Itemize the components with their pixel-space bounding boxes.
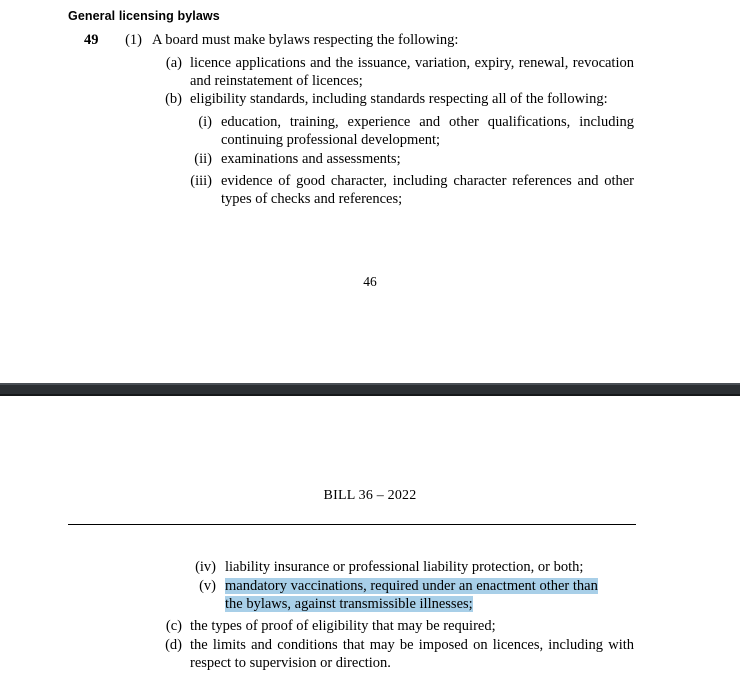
sub-list-item-highlighted (225, 578, 636, 613)
subsection-text: A board must make bylaws respecting the following: (152, 32, 459, 48)
list-item: licence applications and the issuance, variation, expiry, renewal, revocation and reinstatement of licences; (190, 55, 634, 89)
sub-list-item-marker: (v) (199, 578, 216, 594)
list-item-marker: (a) (165, 55, 182, 71)
list-item-marker: (d) (165, 637, 182, 653)
sub-list-item: examinations and assessments; (221, 151, 401, 167)
sub-list-item: evidence of good character, including character references and other types of checks and references; (221, 173, 634, 207)
page-separator-highlight (0, 383, 740, 385)
page-number: 46 (363, 274, 377, 289)
sub-list-item-marker: (iv) (195, 559, 216, 575)
list-item-marker: (c) (165, 618, 182, 634)
document-page-47 (0, 396, 740, 679)
page-title: General licensing bylaws (68, 9, 220, 23)
section-number: 49 (84, 32, 99, 48)
sub-list-item: education, training, experience and other qualifications, including continuing professional development; (221, 114, 634, 148)
list-item: the limits and conditions that may be imposed on licences, including with respect to supervision or direction. (190, 637, 634, 671)
list-item-marker: (b) (165, 91, 182, 107)
sub-list-item-marker: (iii) (190, 173, 212, 189)
sub-list-item-marker: (ii) (194, 151, 212, 167)
header-divider (68, 524, 636, 525)
sub-list-item-marker: (i) (198, 114, 212, 130)
list-item: the types of proof of eligibility that may be required; (190, 618, 496, 634)
bill-header: BILL 36 – 2022 (323, 488, 417, 503)
sub-list-item: liability insurance or professional liability protection, or both; (225, 559, 584, 575)
highlighted-text-line-1: mandatory vaccinations, required under an enactment other than (225, 578, 598, 594)
highlighted-text-line-2: the bylaws, against transmissible illnesses; (225, 595, 473, 612)
subsection-marker: (1) (125, 32, 142, 48)
list-item: eligibility standards, including standards respecting all of the following: (190, 91, 608, 107)
